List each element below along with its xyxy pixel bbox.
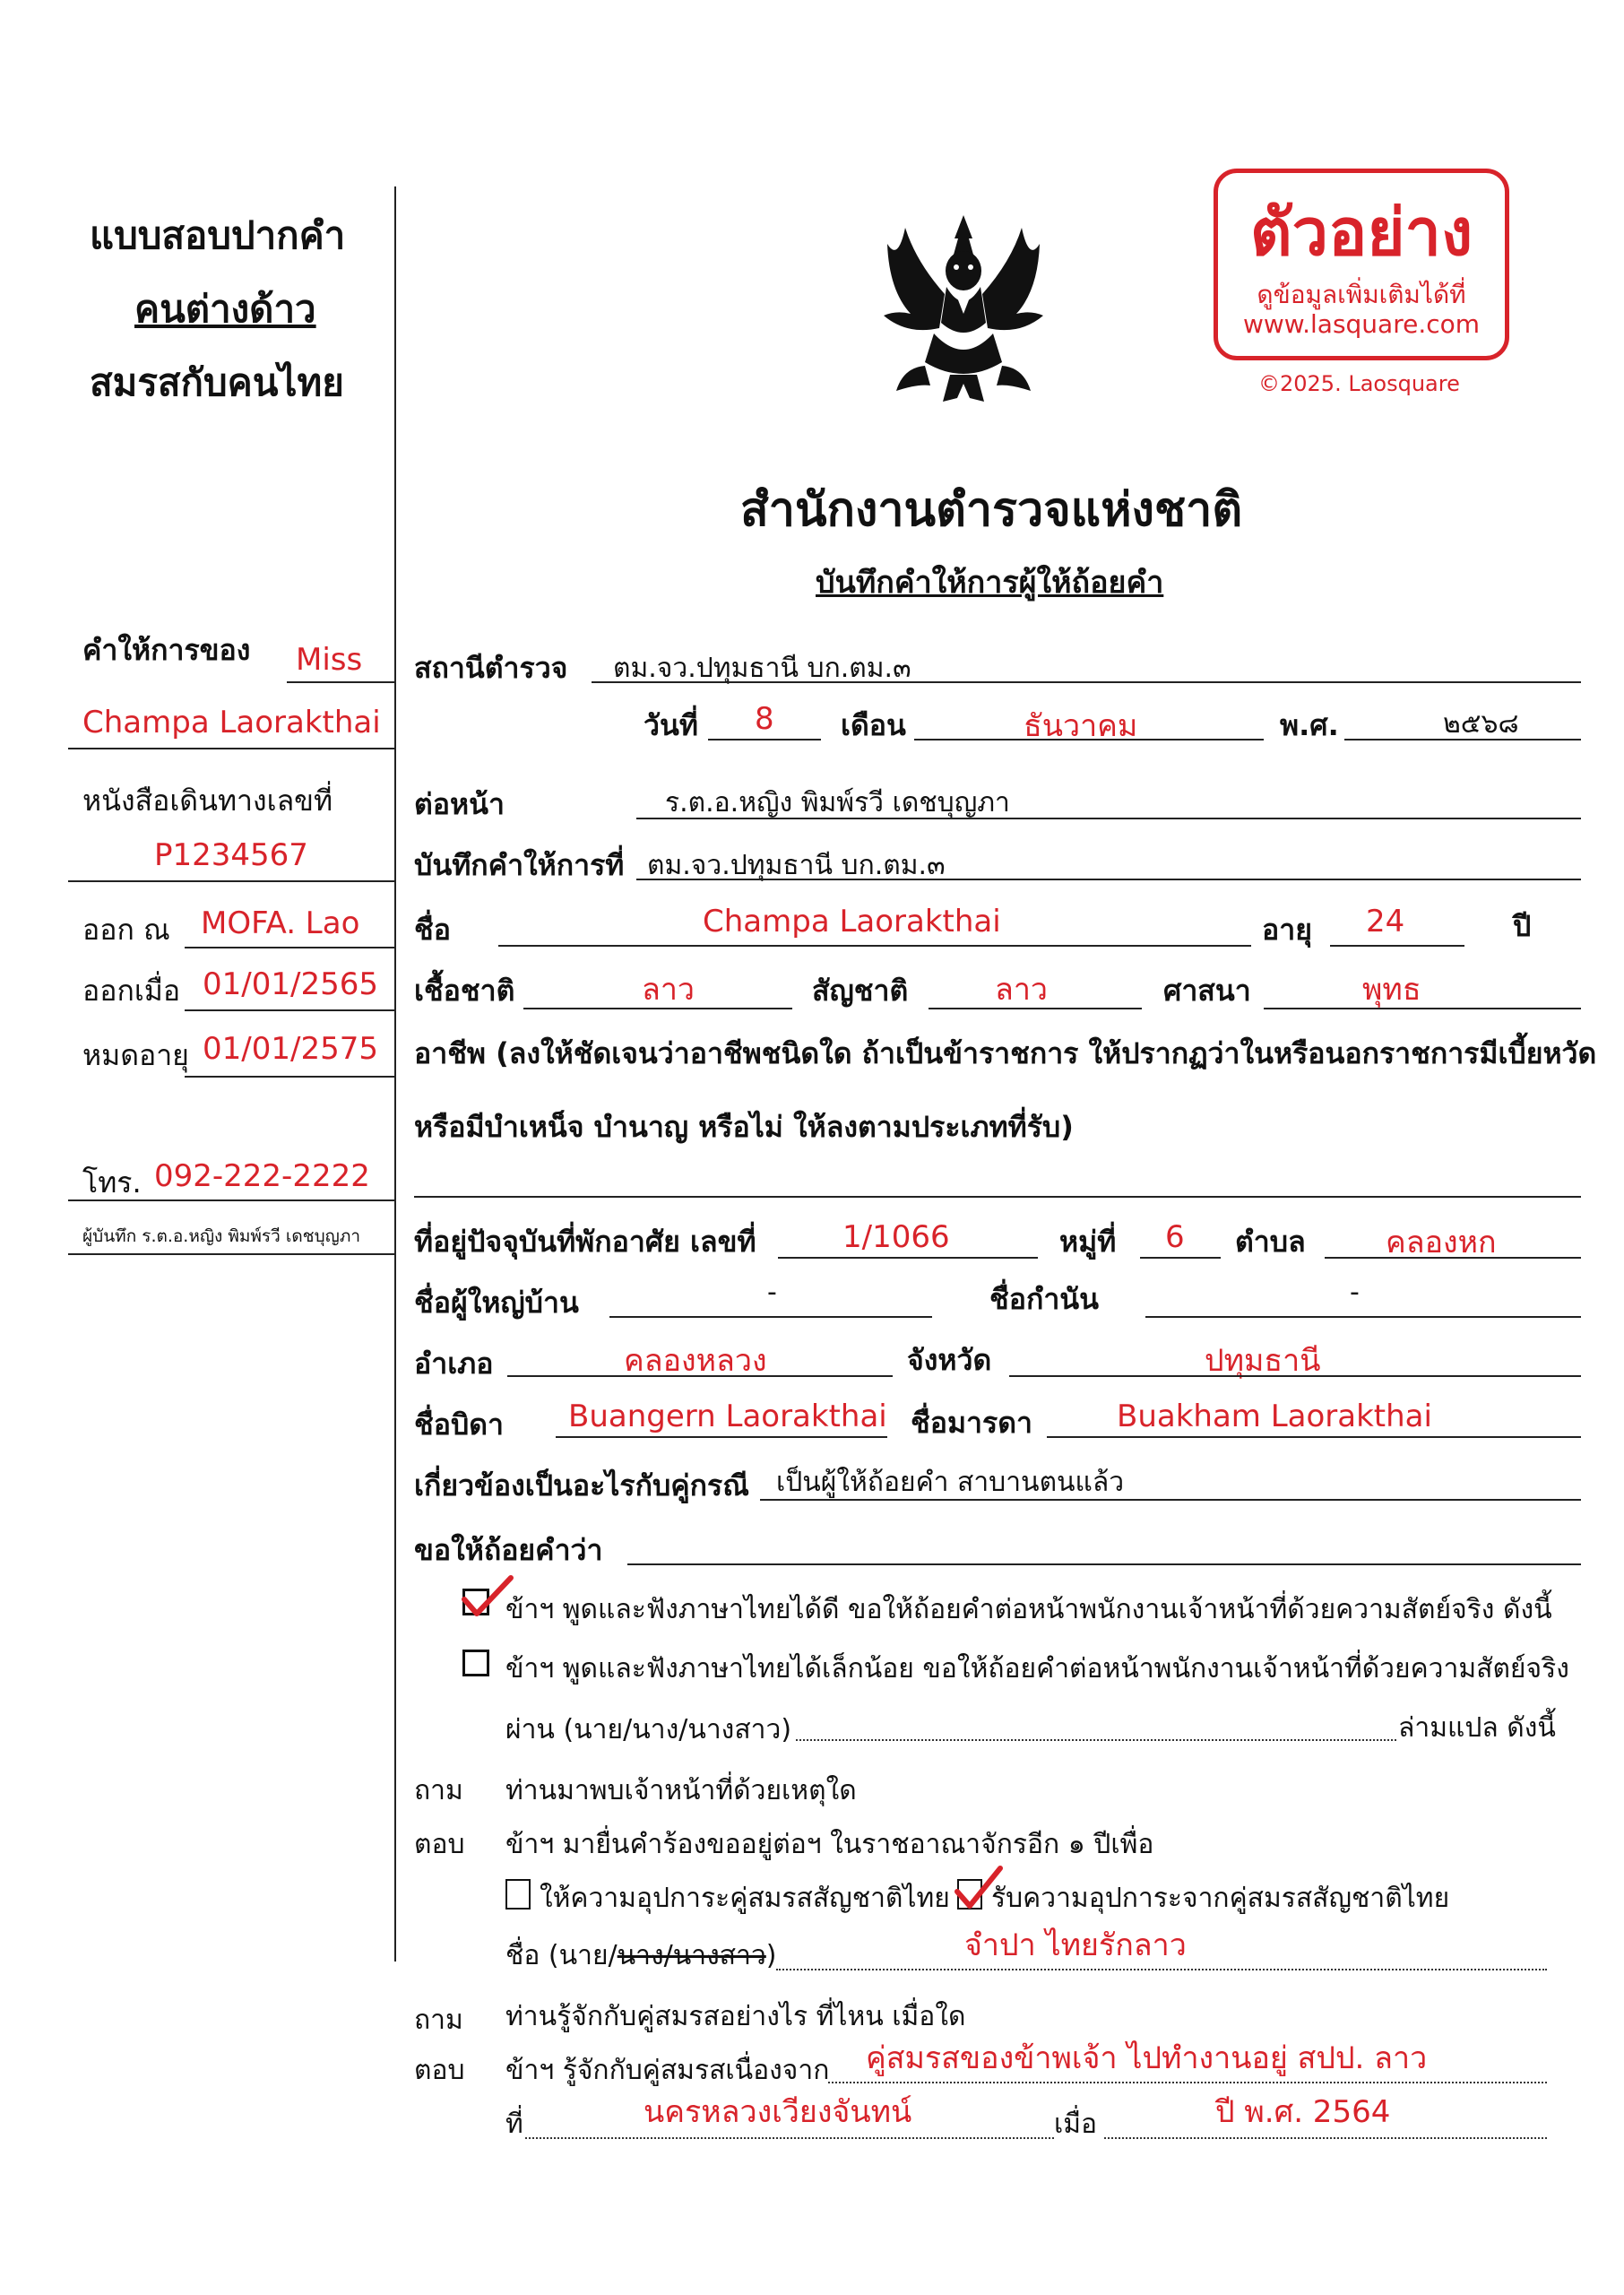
place-label: ที่ — [505, 2109, 523, 2140]
station-label: สถานีตำรวจ — [414, 651, 568, 685]
option2-checkbox[interactable] — [462, 1650, 489, 1676]
stamp-title: ตัวอย่าง — [1249, 195, 1473, 270]
father-label: ชื่อบิดา — [414, 1407, 504, 1442]
address-label: ที่อยู่ปัจจุบันที่พักอาศัย เลขที่ — [414, 1225, 756, 1259]
moo-label: หมู่ที่ — [1059, 1225, 1117, 1259]
sample-stamp — [1214, 169, 1509, 360]
province-label: จังหวัด — [907, 1343, 992, 1377]
address-number-value: 1/1066 — [842, 1219, 950, 1255]
question1-label: ถาม — [414, 1775, 463, 1806]
age-value: 24 — [1366, 904, 1405, 940]
spouse-value: จำปา ไทยรักลาว — [964, 1927, 1187, 1963]
mother-value: Buakham Laorakthai — [1117, 1399, 1432, 1434]
headman-value: - — [767, 1277, 777, 1308]
month-label: เดือน — [841, 708, 906, 742]
choice1-text: ให้ความอุปการะคู่สมรสสัญชาติไทย — [540, 1883, 950, 1914]
mother-label: ชื่อมารดา — [911, 1406, 1032, 1440]
relation-label: เกี่ยวข้องเป็นอะไรกับคู่กรณี — [414, 1468, 749, 1503]
statement-of-label: คำให้การของ — [82, 633, 251, 667]
answer2-text: ข้าฯ รู้จักกับคู่สมรสเนื่องจาก — [505, 2055, 830, 2086]
answer2-label: ตอบ — [414, 2055, 465, 2086]
person-name-value: Champa Laorakthai — [82, 705, 381, 740]
amphoe-label: อำเภอ — [414, 1347, 494, 1381]
age-unit: ปี — [1513, 909, 1532, 943]
tambon-label: ตำบล — [1235, 1225, 1306, 1259]
garuda-emblem-icon — [871, 208, 1056, 412]
kamnan-value: - — [1350, 1277, 1360, 1308]
before-label: ต่อหน้า — [414, 787, 505, 821]
agency-title: สำนักงานตำรวจแห่งชาติ — [740, 483, 1243, 537]
nationality-label: สัญชาติ — [812, 974, 909, 1008]
year-label: พ.ศ. — [1280, 708, 1339, 742]
passport-label: หนังสือเดินทางเลขที่ — [82, 784, 333, 818]
column-divider — [394, 186, 396, 1962]
when-label: เมื่อ — [1054, 2109, 1098, 2140]
left-title-line3: สมรสกับคนไทย — [90, 360, 344, 404]
month-value: ธันวาคม — [1024, 708, 1138, 744]
passport-number-value: P1234567 — [154, 837, 308, 873]
option2-text: ข้าฯ พูดและฟังภาษาไทยได้เล็กน้อย ขอให้ถ้อยคำต่อหน้าพนักงานเจ้าหน้าที่ด้วยความสัตย์จริง — [505, 1653, 1569, 1684]
form-subtitle: บันทึกคำให้การผู้ให้ถ้อยคำ — [816, 565, 1164, 601]
issued-at-value: MOFA. Lao — [201, 905, 360, 941]
religion-label: ศาสนา — [1163, 974, 1251, 1008]
answer1-label: ตอบ — [414, 1829, 465, 1860]
option1-text: ข้าฯ พูดและฟังภาษาไทยได้ดี ขอให้ถ้อยคำต่อหน้าพนักงานเจ้าหน้าที่ด้วยความสัตย์จริง ดังนี้ — [505, 1594, 1552, 1625]
stamp-copyright: ©2025. Laosquare — [1258, 371, 1460, 396]
occupation-instruction-line2: หรือมีบำเหน็จ บำนาญ หรือไม่ ให้ลงตามประเภทที่รับ) — [414, 1110, 1074, 1144]
issued-at-label: ออก ณ — [82, 913, 170, 947]
recorder-note: ผู้บันทึก ร.ต.อ.หญิง พิมพ์รวี เดชบุญภา — [82, 1226, 361, 1246]
race-label: เชื้อชาติ — [414, 974, 515, 1008]
interpreter-label: ล่ามแปล ดังนี้ — [1398, 1712, 1556, 1744]
question2-text: ท่านรู้จักกับคู่สมรสอย่างไร ที่ไหน เมื่อใด — [505, 2001, 966, 2032]
choice2-text: รับความอุปการะจากคู่สมรสสัญชาติไทย — [991, 1883, 1450, 1914]
name-value: Champa Laorakthai — [703, 904, 1001, 940]
relation-value: เป็นผู้ให้ถ้อยคำ สาบานตนแล้ว — [776, 1467, 1125, 1498]
question1-text: ท่านมาพบเจ้าหน้าที่ด้วยเหตุใด — [505, 1775, 857, 1806]
before-value: ร.ต.อ.หญิง พิมพ์รวี เดชบุญภา — [665, 787, 1010, 818]
amphoe-value: คลองหลวง — [624, 1343, 767, 1379]
tambon-value: คลองหก — [1386, 1225, 1497, 1260]
day-value: 8 — [755, 701, 774, 737]
name-label: ชื่อ — [414, 913, 451, 947]
spouse-label: ชื่อ (นาย/นาง/นางสาว) — [505, 1940, 777, 1971]
record-at-value: ตม.จว.ปทุมธานี บก.ตม.๓ — [647, 850, 946, 881]
day-label: วันที่ — [644, 708, 698, 742]
year-value: ๒๕๖๘ — [1443, 708, 1519, 740]
when-value: ปี พ.ศ. 2564 — [1215, 2094, 1391, 2130]
expires-label: หมดอายุ — [82, 1038, 189, 1072]
religion-value: พุทธ — [1362, 972, 1421, 1008]
stamp-line1: ดูข้อมูลเพิ่มเติมได้ที่ — [1257, 280, 1466, 309]
phone-label: โทร. — [82, 1165, 142, 1199]
race-value: ลาว — [642, 972, 695, 1008]
issued-on-label: ออกเมื่อ — [82, 974, 181, 1008]
via-label: ผ่าน (นาย/นาง/นางสาว) — [505, 1714, 792, 1745]
answer2-value: คู่สมรสของข้าพเจ้า ไปทำงานอยู่ สปป. ลาว — [866, 2040, 1428, 2076]
stamp-url: www.lasquare.com — [1242, 309, 1481, 339]
moo-value: 6 — [1165, 1219, 1185, 1255]
age-label: อายุ — [1262, 913, 1312, 947]
title-prefix-value: Miss — [296, 642, 363, 678]
choice1-checkbox[interactable] — [505, 1879, 531, 1910]
place-value: นครหลวงเวียงจันทน์ — [644, 2094, 912, 2130]
expires-value: 01/01/2575 — [203, 1031, 378, 1067]
province-value: ปทุมธานี — [1205, 1343, 1321, 1379]
issued-on-value: 01/01/2565 — [203, 966, 378, 1002]
occupation-instruction-line1: อาชีพ (ลงให้ชัดเจนว่าอาชีพชนิดใด ถ้าเป็นข้าราชการ ให้ปรากฏว่าในหรือนอกราชการมีเบี้ยหวัด — [414, 1036, 1597, 1070]
kamnan-label: ชื่อกำนัน — [989, 1282, 1100, 1316]
question2-label: ถาม — [414, 2005, 463, 2036]
headman-label: ชื่อผู้ใหญ่บ้าน — [414, 1286, 579, 1320]
nationality-value: ลาว — [995, 972, 1049, 1008]
left-title-line2: คนต่างด้าว — [134, 287, 316, 331]
father-value: Buangern Laorakthai — [568, 1399, 887, 1434]
phone-value: 092-222-2222 — [154, 1158, 370, 1194]
station-value: ตม.จว.ปทุมธานี บก.ตม.๓ — [613, 653, 911, 684]
answer1-text: ข้าฯ มายื่นคำร้องขออยู่ต่อฯ ในราชอาณาจักรอีก ๑ ปีเพื่อ — [505, 1829, 1154, 1860]
statement-label: ขอให้ถ้อยคำว่า — [414, 1533, 603, 1567]
record-at-label: บันทึกคำให้การที่ — [414, 848, 625, 882]
left-title-line1: แบบสอบปากคำ — [90, 213, 346, 257]
